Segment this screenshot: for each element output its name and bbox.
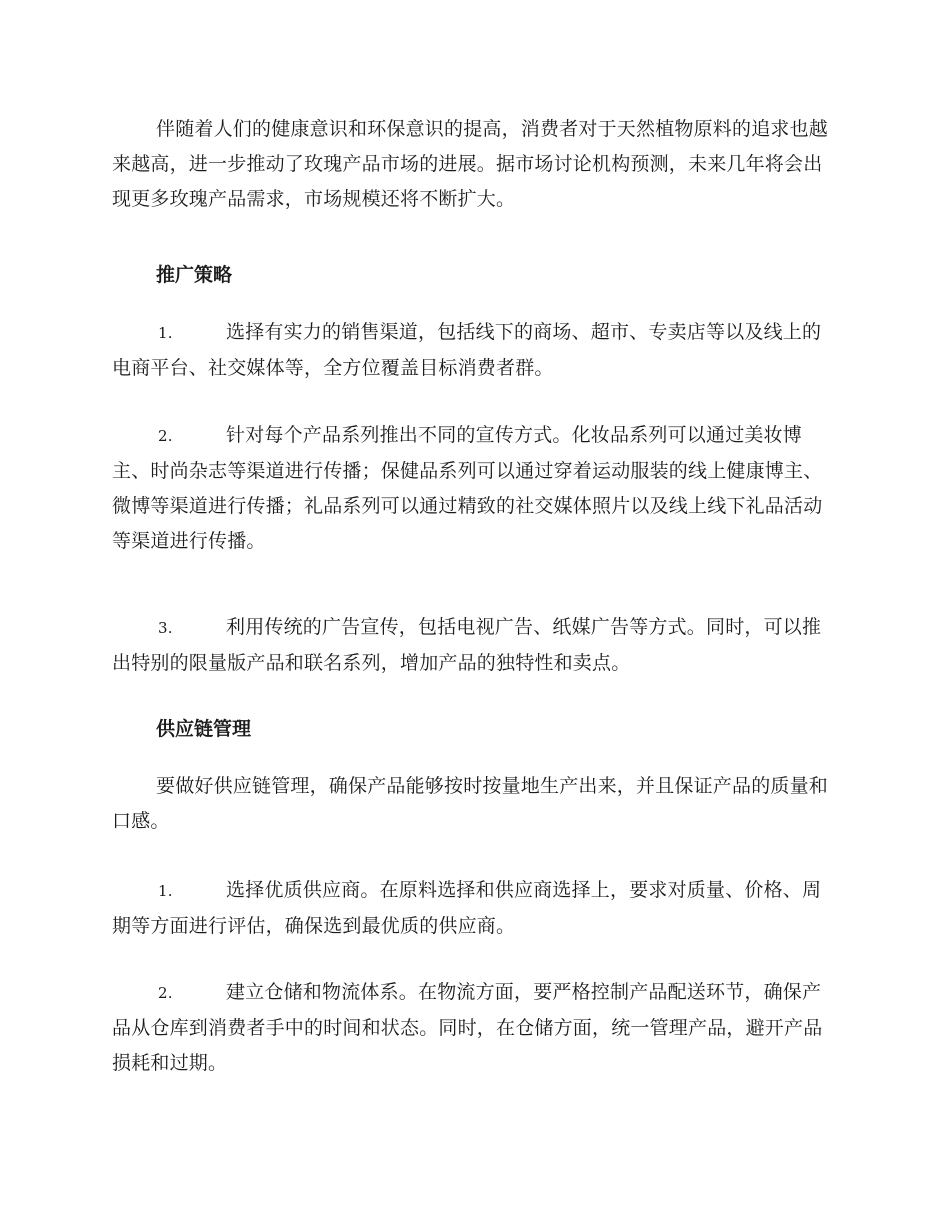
list-text: 选择优质供应商。在原料选择和供应商选择上，要求对质量、价格、周期等方面进行评估，确保选到最优质的供应商。 [112, 879, 822, 937]
list-text: 利用传统的广告宣传，包括电视广告、纸媒广告等方式。同时，可以推出特别的限量版产品和联名系列，增加产品的独特性和卖点。 [112, 616, 822, 674]
supply-heading: 供应链管理 [156, 718, 252, 740]
promotion-item-1 [112, 315, 836, 386]
list-number: 3. [158, 619, 173, 637]
list-text: 针对每个产品系列推出不同的宣传方式。化妆品系列可以通过美妆博主、时尚杂志等渠道进行传播；保健品系列可以通过穿着运动服装的线上健康博主、微博等渠道进行传播；礼品系列可以通过精致的社交媒体照片以及线上线下礼品活动等渠道进行传播。 [112, 424, 823, 552]
supply-item-1 [112, 873, 836, 944]
intro-paragraph: 伴随着人们的健康意识和环保意识的提高，消费者对于天然植物原料的追求也越来越高，进一步推动了玫瑰产品市场的进展。据市场讨论机构预测，未来几年将会出现更多玫瑰产品需求，市场规模还将不断扩大。 [112, 118, 829, 210]
list-text: 选择有实力的销售渠道，包括线下的商场、超市、专卖店等以及线上的电商平台、社交媒体等，全方位覆盖目标消费者群。 [112, 321, 822, 379]
list-text: 建立仓储和物流体系。在物流方面，要严格控制产品配送环节，确保产品从仓库到消费者手中的时间和状态。同时，在仓储方面，统一管理产品，避开产品损耗和过期。 [112, 981, 823, 1074]
supply-item-2 [112, 975, 836, 1081]
list-number: 1. [158, 882, 173, 900]
promotion-item-3 [112, 610, 836, 681]
supply-intro-paragraph: 要做好供应链管理，确保产品能够按时按量地生产出来，并且保证产品的质量和口感。 [112, 775, 829, 832]
list-number: 2. [158, 427, 173, 445]
list-number: 1. [158, 324, 173, 342]
list-number: 2. [158, 984, 173, 1002]
promotion-item-2 [112, 418, 836, 559]
promotion-heading: 推广策略 [156, 264, 233, 286]
